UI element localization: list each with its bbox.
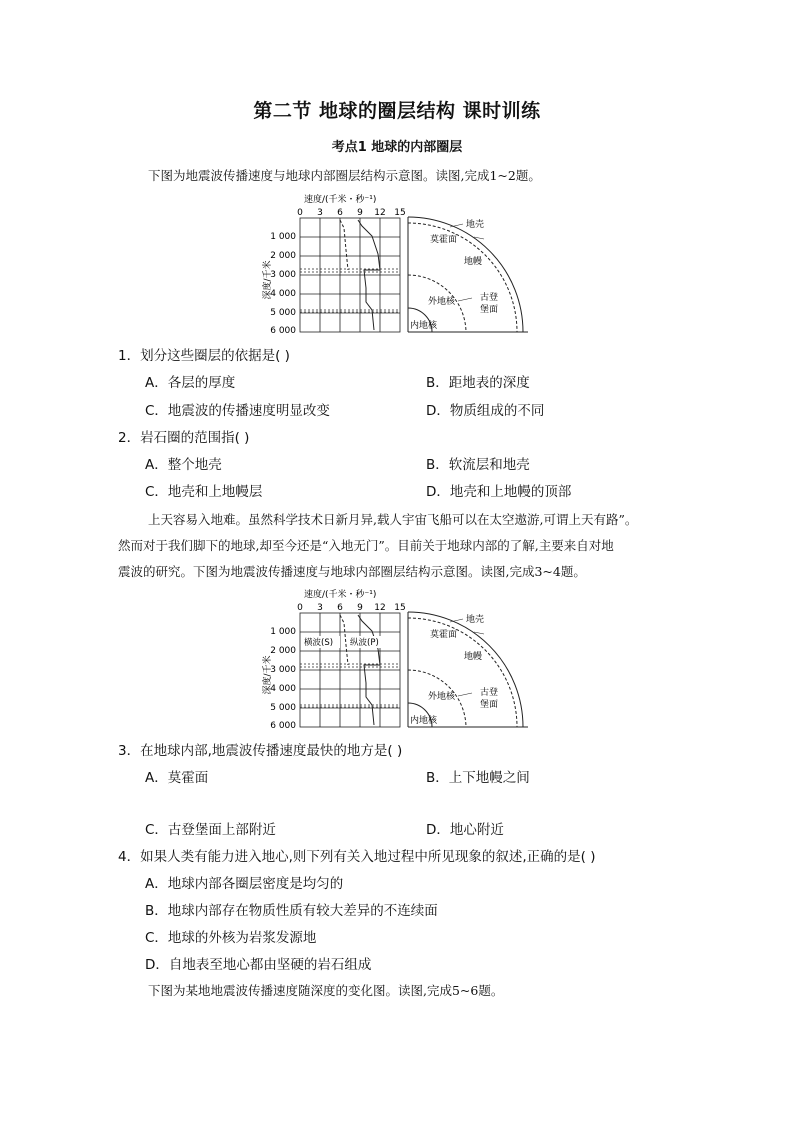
question-2-stem: 2．岩石圈的范围指( ): [118, 430, 250, 446]
question-4-stem: 4．如果人类有能力进入地心,则下列有关入地过程中所见现象的叙述,正确的是( ): [118, 849, 596, 865]
depth-tick: 2 000: [270, 646, 296, 656]
speed-tick: 0: [297, 603, 303, 613]
outer-core-label: 外地核: [428, 692, 456, 702]
q4-option-d: D．自地表至地心都由坚硬的岩石组成: [145, 957, 372, 973]
moho-label: 莫霍面: [430, 630, 458, 640]
passage-line-2: 然而对于我们脚下的地球,却至今还是“入地无门”。目前关于地球内部的了解,主要来自对地: [118, 538, 614, 553]
passage-line-1: 上天容易入地难。虽然科学技术日新月异,载人宇宙飞船可以在太空遨游,可谓上天有路”。: [148, 512, 638, 527]
crust-label: 地壳: [466, 220, 485, 230]
crust-label: 地壳: [466, 615, 485, 625]
q4-option-a: A．地球内部各圈层密度是均匀的: [145, 876, 344, 892]
p-wave-label: 纵波(P): [350, 638, 379, 648]
q1-option-c: C．地震波的传播速度明显改变: [145, 403, 330, 419]
mantle-label: 地幔: [464, 652, 483, 662]
depth-tick: 2 000: [270, 251, 296, 261]
q3-option-c: C．古登堡面上部附近: [145, 822, 276, 838]
q2-option-a: A．整个地壳: [145, 457, 222, 473]
depth-tick: 4 000: [270, 684, 296, 694]
depth-tick: 1 000: [270, 627, 296, 637]
speed-tick: 9: [357, 208, 363, 218]
speed-axis-title: 速度/(千米・秒⁻¹): [304, 590, 377, 600]
speed-tick: 0: [297, 208, 303, 218]
depth-tick: 4 000: [270, 289, 296, 299]
boundary-lines: [300, 664, 400, 707]
speed-grid: [300, 218, 400, 332]
speed-tick: 15: [394, 208, 406, 218]
q4-option-c: C．地球的外核为岩浆发源地: [145, 930, 317, 946]
speed-tick: 12: [374, 208, 386, 218]
speed-axis-title: 速度/(千米・秒⁻¹): [304, 195, 377, 205]
q1-option-d: D．物质组成的不同: [426, 403, 545, 419]
q3-option-d: D．地心附近: [426, 822, 504, 838]
s-wave-curve: [340, 220, 348, 270]
speed-tick: 15: [394, 603, 406, 613]
q1-option-b: B．距地表的深度: [426, 375, 530, 391]
q3-option-b: B．上下地幔之间: [426, 770, 530, 786]
intro-text-3: 下图为某地地震波传播速度随深度的变化图。读图,完成5~6题。: [148, 983, 504, 998]
earth-section: [408, 217, 528, 332]
q2-option-b: B．软流层和地壳: [426, 457, 530, 473]
depth-tick: 6 000: [270, 721, 296, 730]
outer-core-label: 外地核: [428, 297, 456, 307]
boundary-lines: [300, 269, 400, 312]
q3-option-a: A．莫霍面: [145, 770, 209, 786]
depth-tick: 6 000: [270, 326, 296, 335]
seismic-figure-1: [258, 190, 548, 335]
depth-tick: 5 000: [270, 703, 296, 713]
s-wave-label: 横波(S): [304, 638, 334, 648]
depth-axis-label: 深度/千米: [263, 260, 273, 300]
q2-option-d: D．地壳和上地幔的顶部: [426, 484, 572, 500]
moho-label: 莫霍面: [430, 235, 458, 245]
depth-tick: 3 000: [270, 270, 296, 280]
depth-tick: 1 000: [270, 232, 296, 242]
gutenberg-label-2: 堡面: [480, 700, 499, 710]
speed-tick: 12: [374, 603, 386, 613]
gutenberg-label-1: 古登: [480, 688, 499, 698]
q4-option-b: B．地球内部存在物质性质有较大差异的不连续面: [145, 903, 438, 919]
depth-tick: 3 000: [270, 665, 296, 675]
inner-core-label: 内地核: [410, 321, 438, 331]
earth-section: [408, 612, 528, 727]
speed-tick: 6: [337, 208, 343, 218]
intro-text-1: 下图为地震波传播速度与地球内部圈层结构示意图。读图,完成1~2题。: [148, 168, 541, 183]
speed-grid: [300, 613, 400, 727]
gutenberg-label-1: 古登: [480, 293, 499, 303]
mantle-label: 地幔: [464, 257, 483, 267]
depth-axis-label: 深度/千米: [263, 655, 273, 695]
page-title: 第二节 地球的圈层结构 课时训练: [253, 100, 541, 122]
s-wave-curve: [340, 615, 348, 665]
section-heading: 考点1 地球的内部圈层: [331, 140, 463, 155]
depth-tick: 5 000: [270, 308, 296, 318]
q2-option-c: C．地壳和上地幔层: [145, 484, 263, 500]
inner-core-label: 内地核: [410, 716, 438, 726]
question-3-stem: 3．在地球内部,地震波传播速度最快的地方是( ): [118, 743, 403, 759]
gutenberg-label-2: 堡面: [480, 305, 499, 315]
speed-tick: 3: [317, 208, 323, 218]
q1-option-a: A．各层的厚度: [145, 375, 236, 391]
question-1-stem: 1．划分这些圈层的依据是( ): [118, 348, 290, 364]
speed-tick: 6: [337, 603, 343, 613]
speed-tick: 9: [357, 603, 363, 613]
speed-tick: 3: [317, 603, 323, 613]
seismic-figure-2: [258, 585, 548, 730]
passage-line-3: 震波的研究。下图为地震波传播速度与地球内部圈层结构示意图。读图,完成3~4题。: [118, 564, 586, 579]
